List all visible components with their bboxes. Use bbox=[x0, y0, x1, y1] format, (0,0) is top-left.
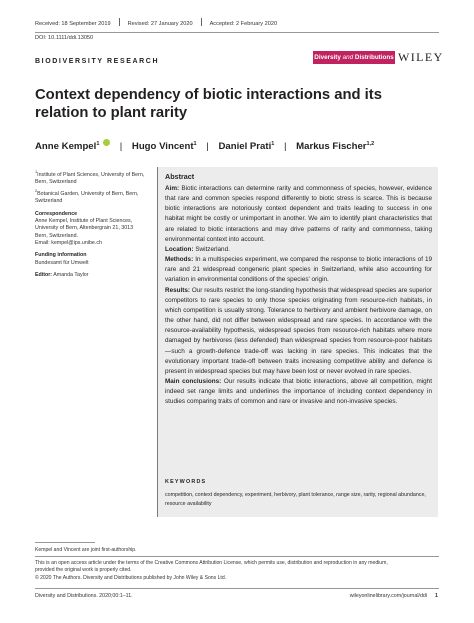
journal-badge-part1: Diversity bbox=[314, 54, 341, 61]
orcid-icon[interactable] bbox=[103, 139, 110, 146]
abstract-conclusions bbox=[165, 377, 432, 407]
author-affiliation-sup: 1,2 bbox=[366, 140, 375, 147]
article-history bbox=[35, 18, 277, 27]
abstract-body bbox=[165, 184, 432, 407]
author-name[interactable]: Markus Fischer bbox=[296, 141, 367, 152]
funding-text: Bundesamt für Umwelt bbox=[35, 259, 89, 266]
correspondence-email[interactable]: Email: kempel@ips.unibe.ch bbox=[35, 239, 102, 246]
license-divider bbox=[35, 556, 439, 557]
abstract-rule bbox=[157, 167, 158, 517]
affiliation-text: Botanical Garden, University of Bern, Bern, Switzerland bbox=[35, 191, 139, 205]
editor-label: Editor: bbox=[35, 271, 53, 278]
journal-url[interactable]: wileyonlinelibrary.com/journal/ddi bbox=[349, 593, 428, 599]
abstract-aim bbox=[165, 184, 432, 245]
author-name[interactable]: Anne Kempel bbox=[35, 141, 97, 152]
affiliations bbox=[35, 169, 153, 206]
section-label: BIODIVERSITY RESEARCH bbox=[35, 58, 160, 65]
correspondence-line: Anne Kempel, Institute of Plant Sciences, bbox=[35, 218, 133, 225]
location-text: Switzerland. bbox=[195, 245, 230, 253]
aim-label: Aim: bbox=[165, 185, 180, 192]
affiliation-sup: 2 bbox=[35, 189, 38, 194]
author-separator: | bbox=[206, 141, 209, 152]
license-line: This is an open access article under the terms of the Creative Commons Attribution License, which permits use, distribution and reproduction in any medium, bbox=[35, 560, 388, 566]
correspondence-line: Bern, Switzerland. bbox=[35, 232, 78, 239]
footer-divider bbox=[35, 588, 439, 589]
editor-name: Amanda Taylor bbox=[53, 271, 89, 278]
abstract-box bbox=[157, 167, 438, 517]
conclusions-label: Main conclusions: bbox=[165, 377, 222, 385]
footnote-divider bbox=[35, 542, 95, 543]
page-number: 1 bbox=[435, 593, 438, 599]
author-list bbox=[35, 139, 374, 152]
author-name[interactable]: Hugo Vincent bbox=[131, 141, 194, 152]
citation: Diversity and Distributions. 2020;00:1–11. bbox=[35, 593, 133, 599]
funding-label: Funding information bbox=[35, 252, 87, 259]
joint-authorship-note: Kempel and Vincent are joint first-authorship. bbox=[35, 547, 137, 553]
results-label: Results: bbox=[165, 286, 191, 294]
abstract-methods bbox=[165, 255, 432, 285]
article-title: Context dependency of biotic interactions and its relation to plant rarity bbox=[35, 87, 382, 121]
received-date: Received: 18 September 2019 bbox=[35, 21, 111, 27]
editor-info bbox=[35, 272, 153, 279]
author-separator: | bbox=[119, 141, 123, 152]
abstract-heading: Abstract bbox=[165, 172, 195, 181]
results-text: Our results restrict the long-standing hypothesis that widespread species are superior competitors to rare species to only those species originating from resource-rich habitats, in which competition is usually strong. Tolerance to herbivory and ambient herbivore damage, on the other hand, did not differ between widespread and rare species. In accordance with the resource-availability hypothesis, widespread species from resource-rich habitats where more damaged by herbivores (less defended) than widespread species from resource-poor habitats—such a growth-defence trade-off was lacking in rare species. This indicates that the evolutionary important trade-off between traits increasing competitive ability and defence is present in widespread species but may have been lost or never evolved in rare species. bbox=[165, 286, 433, 375]
footer-right bbox=[350, 593, 438, 599]
keywords-text: competition, context dependency, experiment, herbivory, plant tolerance, range size, rarity, regional abundance, resource availability bbox=[165, 492, 426, 507]
methods-label: Methods: bbox=[165, 256, 194, 264]
methods-text: In a multispecies experiment, we compared the response to biotic interactions of 19 rare and 21 widespread congeneric plant species in Switzerland, while also accounting for variation in environmental conditions of the species' origin. bbox=[165, 256, 433, 284]
author-name[interactable]: Daniel Prati bbox=[218, 141, 272, 152]
conclusions-text: Our results indicate that biotic interactions, above all competition, might indeed set range limits and underlines the importance of including context dependency in studies comparing traits of common and rare or invasive and non-invasive species. bbox=[165, 377, 432, 406]
location-label: Location: bbox=[165, 245, 194, 253]
abstract-results bbox=[165, 286, 432, 377]
accepted-date: Accepted: 2 February 2020 bbox=[209, 21, 278, 27]
doi[interactable]: DOI: 10.1111/ddi.13050 bbox=[35, 35, 94, 41]
author-affiliation-sup: 1 bbox=[271, 140, 275, 147]
license-line: provided the original work is properly cited. bbox=[35, 567, 132, 574]
journal-badge[interactable] bbox=[313, 51, 395, 64]
author-affiliation-sup: 1 bbox=[96, 140, 100, 147]
aim-text: Biotic interactions can determine rarity and commonness of species, however, evidence that rare and common species respond differently to biotic stress is scarce. This is because biotic interactions are notoriously context dependent and traits leading to success in one habitat might be costly or unimportant in another. We aim to identify plant characteristics that are related to biotic interactions and may drive patterns of rarity and commonness, taking environmental context into account. bbox=[165, 185, 432, 243]
correspondence bbox=[35, 211, 153, 247]
correspondence-line: University of Bern, Altenbergrain 21, 3013 bbox=[35, 225, 134, 232]
journal-badge-part2: and bbox=[342, 54, 354, 61]
publisher-logo[interactable]: WILEY bbox=[398, 50, 444, 64]
affiliation-sup: 1 bbox=[35, 170, 38, 174]
affiliation-2 bbox=[35, 188, 153, 205]
article-info-column bbox=[35, 169, 153, 284]
abstract-location bbox=[165, 245, 432, 255]
license-note bbox=[35, 560, 439, 582]
copyright-line: © 2020 The Authors. Diversity and Distributions published by John Wiley & Sons Ltd. bbox=[35, 574, 227, 581]
author-separator: | bbox=[283, 141, 287, 152]
revised-date: Revised: 27 January 2020 bbox=[127, 21, 193, 27]
affiliation-1 bbox=[35, 169, 153, 186]
funding-info bbox=[35, 252, 153, 267]
author-affiliation-sup: 1 bbox=[193, 140, 197, 147]
affiliation-text: Institute of Plant Sciences, University of Bern, Bern, Switzerland bbox=[35, 171, 145, 186]
header-divider bbox=[35, 32, 439, 33]
correspondence-label: Correspondence bbox=[35, 210, 78, 217]
journal-badge-part3: Distributions bbox=[354, 54, 394, 61]
keywords-heading: KEYWORDS bbox=[165, 479, 207, 485]
